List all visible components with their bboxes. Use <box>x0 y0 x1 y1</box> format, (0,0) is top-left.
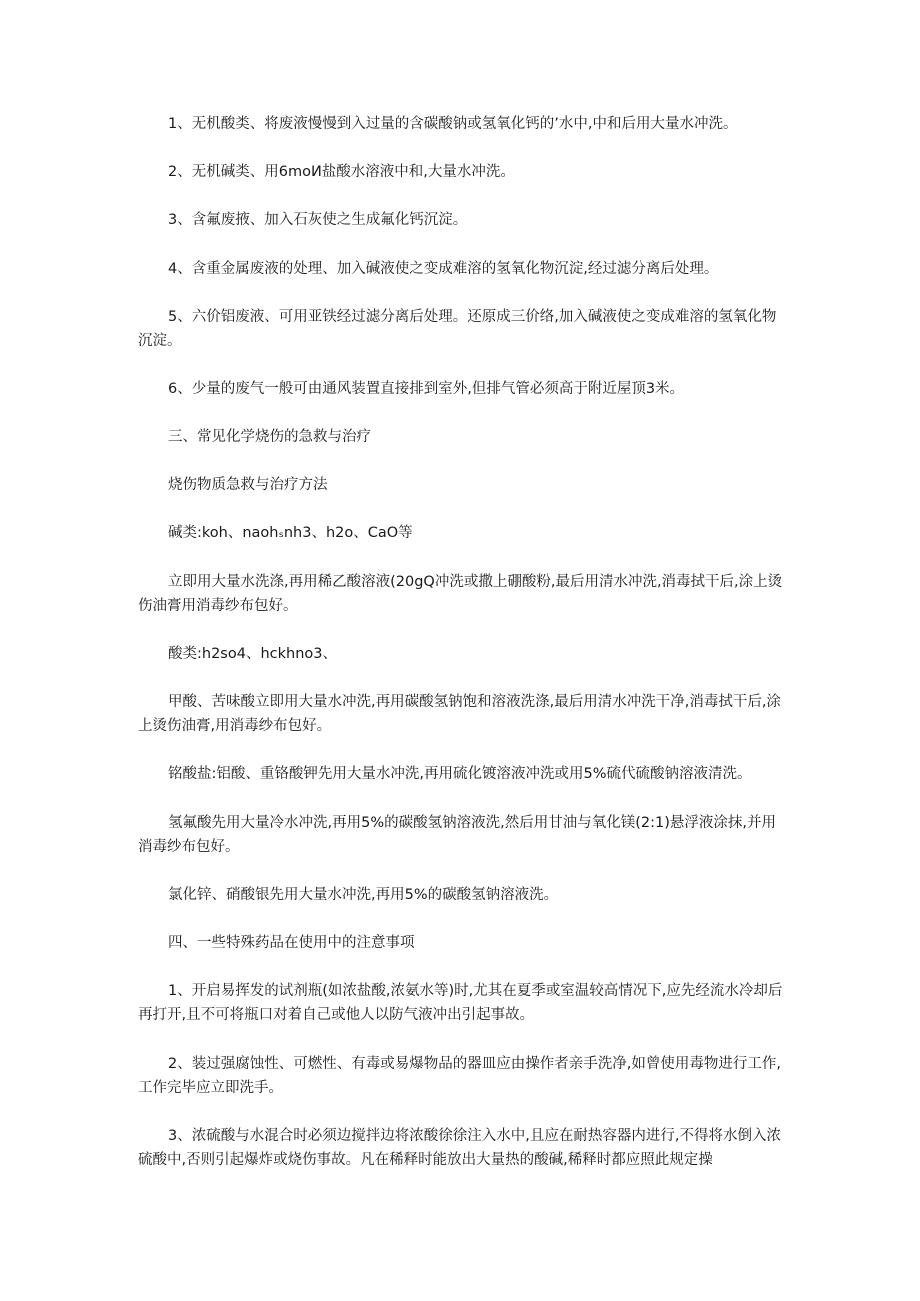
paragraph-hydrofluoric: 氢氟酸先用大量冷水冲洗,再用5%的碳酸氢钠溶液洗,然后用甘油与氧化镁(2:1)悬浮液涂抹,并用消毒纱布包好。 <box>138 815 776 855</box>
paragraph-alkali-treatment: 立即用大量水洗涤,再用稀乙酸溶液(20gQ冲洗或撒上硼酸粉,最后用清水冲洗,消毒拭干后,涂上烫伤油膏用消毒纱布包好。 <box>138 574 783 614</box>
paragraph-waste-heavy-metal: 4、含重金属废液的处理、加入碱液使之变成难溶的氢氧化物沉淀,经过滤分离后处理。 <box>168 261 719 277</box>
paragraph-alkali-list: 碱类:koh、naohₛnh3、h2o、CaO等 <box>168 525 413 541</box>
paragraph-acid-treatment: 甲酸、苦味酸立即用大量水冲洗,再用碳酸氢钠饱和溶液洗涤,最后用清水冲洗干净,消毒拭干后,涂上烫伤油膏,用消毒纱布包好。 <box>138 694 781 734</box>
paragraph-corrosive-vessels: 2、装过强腐蚀性、可燃性、有毒或易爆物品的器皿应由操作者亲手洗净,如曾使用毒物进行工作,工作完毕应立即洗手。 <box>138 1056 781 1096</box>
paragraph-waste-fluoride: 3、含氟废掖、加入石灰使之生成氟化钙沉淀。 <box>168 212 468 228</box>
paragraph-waste-hexavalent: 5、六价铝废液、可用亚铁经过滤分离后处理。还原成三价络,加入碱液使之变成难溶的氢氧化物沉淀。 <box>138 309 777 349</box>
paragraph-volatile-reagents: 1、开启易挥发的试剂瓶(如浓盐酸,浓氨水等)时,尤其在夏季或室温较高情况下,应先经流水冷却后再打开,且不可将瓶口对着自己或他人以防气液冲出引起事故。 <box>138 983 783 1023</box>
subheading-burn-table: 烧伤物质急救与治疗方法 <box>168 477 328 493</box>
section-heading-special-reagents: 四、一些特殊药品在使用中的注意事项 <box>168 935 415 951</box>
paragraph-zinc-silver: 氯化锌、硝酸银先用大量水冲洗,再用5%的碳酸氢钠溶液洗。 <box>168 887 559 903</box>
paragraph-waste-inorganic-base: 2、无机碱类、用6moИ盐酸水溶液中和,大量水冲洗。 <box>168 164 515 180</box>
paragraph-sulfuric-dilution: 3、浓硫酸与水混合时必须边搅拌边将浓酸徐徐注入水中,且应在耐热容器内进行,不得将水倒入浓硫酸中,否则引起爆炸或烧伤事故。凡在稀释时能放出大量热的酸碱,稀释时都应照此规定操 <box>138 1128 781 1168</box>
paragraph-waste-inorganic-acid: 1、无机酸类、将废液慢慢到入过量的含碳酸钠或氢氧化钙的’水中,中和后用大量水冲洗。 <box>168 116 738 132</box>
paragraph-acid-list: 酸类:h2so4、hckhno3、 <box>168 646 337 662</box>
paragraph-chromate: 铭酸盐:铝酸、重铬酸钾先用大量水冲洗,再用硫化镀溶液冲洗或用5%硫代硫酸钠溶液清洗。 <box>168 766 752 782</box>
section-heading-burns: 三、常见化学烧伤的急救与治疗 <box>168 429 371 445</box>
paragraph-waste-gas: 6、少量的废气一般可由通风装置直接排到室外,但排气管必须高于附近屋顶3米。 <box>168 381 685 397</box>
